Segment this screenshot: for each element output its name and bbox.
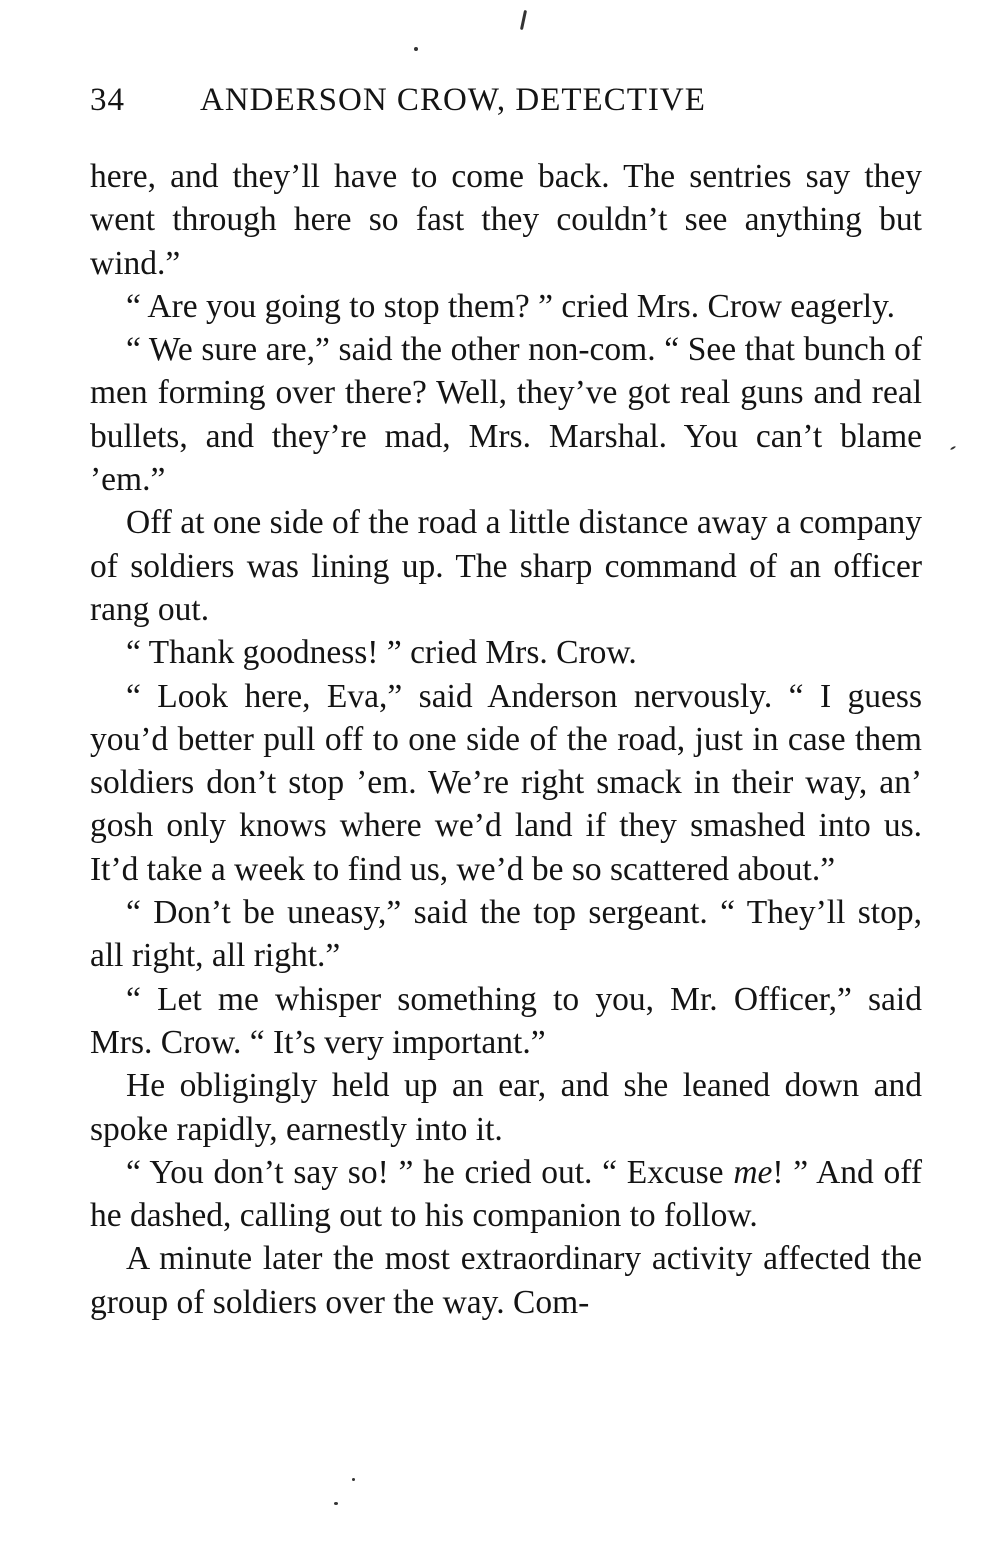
paragraph: “ Thank goodness! ” cried Mrs. Crow.	[126, 634, 637, 672]
paragraph: “ Let me whisper something to you, Mr. Officer,” said Mrs. Crow. “ It’s very important.”	[90, 980, 922, 1061]
paragraph: “ Look here, Eva,” said Anderson nervously. “ I guess you’d better pull off to one side of the road, just in case them soldiers don’t stop ’em. We’re right smack in their way, an’ gosh only knows where we’d land if they smashed into us. It’d take a week to find us, we’d be so scattered about.”	[90, 677, 922, 888]
paragraph: A minute later the most extraordinary activity affected the group of soldiers over the way. Com-	[90, 1240, 922, 1321]
paragraph: here, and they’ll have to come back. The sentries say they went through here so fast they couldn’t see anything but wind.”	[90, 158, 922, 282]
scan-mark	[950, 446, 956, 451]
paragraph	[90, 1151, 922, 1238]
page-number: 34	[90, 82, 125, 118]
paragraph: Off at one side of the road a little distance away a company of soldiers was lining up. The sharp command of an officer rang out.	[90, 504, 922, 628]
paragraph-text: “ You don’t say so! ” he cried out. “ Excuse	[126, 1153, 734, 1191]
italic-word: me	[733, 1153, 773, 1191]
scan-mark	[520, 10, 527, 30]
paragraph: “ Are you going to stop them? ” cried Mrs. Crow eagerly.	[126, 287, 896, 325]
scan-mark	[334, 1502, 338, 1505]
paragraph: “ We sure are,” said the other non-com. “ See that bunch of men forming over there? Well, they’ve got real guns and real bullets, and they’re mad, Mrs. Marshal. You can’t blame ’em.”	[90, 331, 922, 499]
page-header	[90, 82, 920, 130]
scan-mark	[414, 47, 418, 51]
paragraph: “ Don’t be uneasy,” said the top sergeant. “ They’ll stop, all right, all right.”	[90, 894, 922, 975]
body-text	[90, 155, 922, 1324]
paragraph: He obligingly held up an ear, and she leaned down and spoke rapidly, earnestly into it.	[90, 1067, 922, 1148]
paragraph-text: ! ” And off he dashed, calling out to his companion to follow.	[90, 1153, 922, 1235]
running-title: ANDERSON CROW, DETECTIVE	[200, 82, 706, 118]
scan-mark	[352, 1478, 355, 1481]
